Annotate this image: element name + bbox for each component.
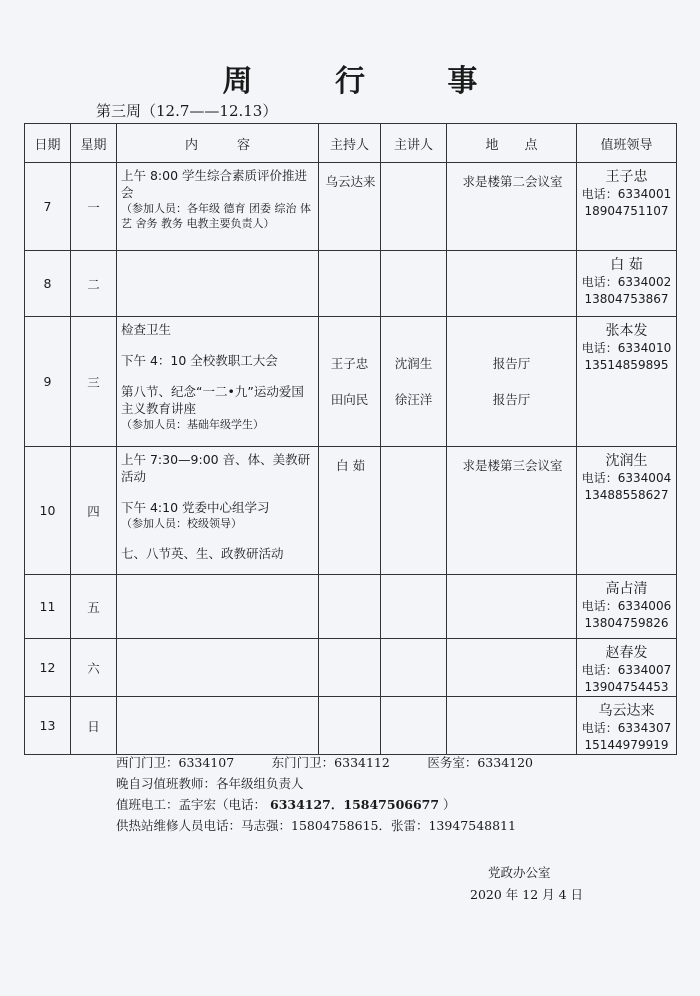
- cell-host: 乌云达来: [319, 163, 381, 251]
- cell-host: [319, 697, 381, 755]
- leader-name: 赵春发: [605, 645, 648, 661]
- cell-place: [447, 251, 577, 317]
- leader-name: 白 茹: [610, 257, 643, 273]
- header-content: 内 容: [117, 124, 319, 163]
- cell-weekday: 二: [71, 251, 117, 317]
- leader-phone: 电话：6334002: [581, 275, 672, 289]
- content-spacer: [121, 531, 316, 545]
- header-place: 地 点: [447, 124, 577, 163]
- leader-name: 张本发: [605, 323, 648, 339]
- leader-phone: 电话：6334010: [581, 341, 672, 355]
- leader-name: 王子忠: [605, 169, 648, 185]
- content-line: 检查卫生: [121, 322, 172, 337]
- leader-mobile: 13804753867: [584, 292, 669, 306]
- header-date: 日期: [25, 124, 71, 163]
- cell-leader: [577, 447, 677, 575]
- content-line: 下午 4:10 党委中心组学习: [121, 500, 270, 515]
- cell-speaker: [381, 697, 447, 755]
- content-line: （参加人员：各年级 德育 团委 综治 体艺 舍务 教务 电教主要负责人）: [121, 202, 311, 230]
- schedule-table: [24, 123, 677, 755]
- leader-phone: 电话：6334307: [581, 721, 672, 735]
- cell-weekday: 三: [71, 317, 117, 447]
- leader-mobile: 18904751107: [584, 204, 669, 218]
- cell-content: [117, 575, 319, 639]
- leader-phone: 电话：6334006: [581, 599, 672, 613]
- footer-contacts: [116, 752, 533, 836]
- cell-host: [319, 575, 381, 639]
- issue-date: 2020 年 12 月 4 日: [470, 887, 584, 902]
- leader-name: 乌云达来: [598, 703, 655, 719]
- cell-speaker: [381, 447, 447, 575]
- cell-content: [117, 163, 319, 251]
- cell-weekday: 六: [71, 639, 117, 697]
- electrician-phone: 6334127．15847506677: [270, 797, 440, 812]
- week-range: 第三周（12.7——12.13）: [96, 102, 278, 120]
- content-spacer: [121, 485, 316, 499]
- cell-date: 9: [25, 317, 71, 447]
- electrician-line: [116, 794, 533, 815]
- cell-place: [447, 575, 577, 639]
- leader-phone: 电话：6334004: [581, 471, 672, 485]
- table-row: [25, 639, 677, 697]
- heating-repair-line: 供热站维修人员电话：马志强：15804758615．张雷：13947548811: [116, 818, 516, 833]
- table-row: [25, 575, 677, 639]
- cell-weekday: 日: [71, 697, 117, 755]
- cell-place: 求是楼第三会议室: [447, 447, 577, 575]
- content-line: 上午 7:30—9:00 音、体、美教研活动: [121, 452, 311, 484]
- gate-phones: 西门门卫：6334107 东门门卫：6334112 医务室：6334120: [116, 755, 534, 770]
- cell-date: 11: [25, 575, 71, 639]
- leader-mobile: 15144979919: [584, 738, 669, 752]
- electrician-label: 值班电工：孟宇宏（电话：: [116, 797, 267, 812]
- cell-speaker: [381, 163, 447, 251]
- document-title: 周 行 事: [222, 64, 514, 99]
- content-line: 上午 8:00 学生综合素质评价推进会: [121, 168, 308, 200]
- electrician-suffix: ）: [443, 797, 456, 812]
- content-line: 第八节、纪念“一二•九”运动爱国主义教育讲座: [121, 384, 304, 416]
- content-line: 七、八节英、生、政教研活动: [121, 546, 284, 561]
- leader-mobile: 13488558627: [584, 488, 669, 502]
- cell-speaker: 沈润生 徐汪洋: [381, 317, 447, 447]
- content-line: 下午 4：10 全校教职工大会: [121, 353, 278, 368]
- table-row: [25, 447, 677, 575]
- cell-host: 白 茹: [319, 447, 381, 575]
- cell-content: [117, 697, 319, 755]
- cell-host: [319, 639, 381, 697]
- cell-leader: [577, 575, 677, 639]
- cell-date: 7: [25, 163, 71, 251]
- cell-weekday: 四: [71, 447, 117, 575]
- cell-content: [117, 251, 319, 317]
- cell-place: 报告厅 报告厅: [447, 317, 577, 447]
- leader-name: 高占清: [605, 581, 648, 597]
- table-row: [25, 163, 677, 251]
- leader-phone: 电话：6334007: [581, 663, 672, 677]
- cell-speaker: [381, 575, 447, 639]
- cell-leader: [577, 697, 677, 755]
- leader-name: 沈润生: [605, 453, 648, 469]
- header-host: 主持人: [319, 124, 381, 163]
- content-line: （参加人员：基础年级学生）: [121, 418, 264, 431]
- cell-place: 求是楼第二会议室: [447, 163, 577, 251]
- cell-leader: [577, 639, 677, 697]
- table-row: [25, 697, 677, 755]
- leader-phone: 电话：6334001: [581, 187, 672, 201]
- leader-mobile: 13904754453: [584, 680, 669, 694]
- cell-date: 12: [25, 639, 71, 697]
- cell-place: [447, 639, 577, 697]
- cell-date: 10: [25, 447, 71, 575]
- leader-mobile: 13514859895: [584, 358, 669, 372]
- table-row: [25, 251, 677, 317]
- cell-place: [447, 697, 577, 755]
- cell-content: [117, 639, 319, 697]
- cell-weekday: 五: [71, 575, 117, 639]
- cell-weekday: 一: [71, 163, 117, 251]
- header-speaker: 主讲人: [381, 124, 447, 163]
- cell-host: [319, 251, 381, 317]
- cell-speaker: [381, 251, 447, 317]
- cell-speaker: [381, 639, 447, 697]
- issuing-office: 党政办公室: [488, 865, 551, 880]
- content-line: （参加人员：校级领导）: [121, 517, 242, 530]
- table-row: [25, 317, 677, 447]
- cell-date: 13: [25, 697, 71, 755]
- cell-leader: [577, 251, 677, 317]
- evening-duty: 晚自习值班教师：各年级组负责人: [116, 776, 304, 791]
- cell-content: [117, 447, 319, 575]
- cell-content: [117, 317, 319, 447]
- content-spacer: [121, 338, 316, 352]
- cell-host: 王子忠 田向民: [319, 317, 381, 447]
- cell-leader: [577, 163, 677, 251]
- content-spacer: [121, 369, 316, 383]
- header-leader: 值班领导: [577, 124, 677, 163]
- signature-block: [470, 862, 583, 906]
- cell-leader: [577, 317, 677, 447]
- table-header-row: [25, 124, 677, 163]
- cell-date: 8: [25, 251, 71, 317]
- leader-mobile: 13804759826: [584, 616, 669, 630]
- header-weekday: 星期: [71, 124, 117, 163]
